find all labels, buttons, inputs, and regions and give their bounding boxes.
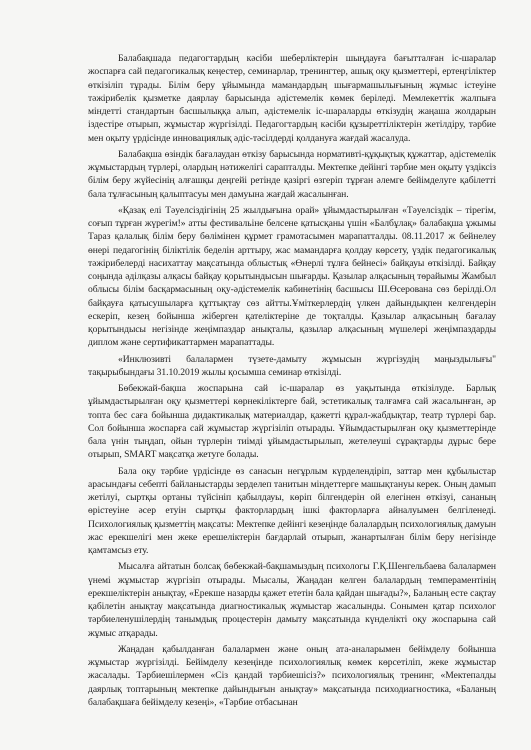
document-body [88,52,496,712]
paragraph-self-assessment: Балабақша өзіндік бағалаудан өткізу барысында нормативті-құқықтық құжаттар, әдістемелік жұмыстардың түрлері, олардың нәтижелігі сарапталды. Мектепке дейінгі тәрбие мен оқыту үздіксіз білім беру жүйесінің алғашқы деңгейі ретінде қазіргі өзгеріп тұрған әлемге бейімделуге қабілетті бала тұлғасының қалыптасуы мен дамуына жағдай жасалынған. [88,148,496,200]
paragraph-inclusive-seminar: «Инклюзивті балалармен түзете-дамыту жұмысын жүргізудің маңыздылығы" тақырыбындағы 31.10.2019 жылы қосымша семинар өткізілді. [88,353,496,378]
paragraph-psychologist-work: Мысалға айтатын болсақ бөбекжай-бақшамыздың психологы Г.Қ.Шенгельбаева балалармен үнемі жұмыстар жүргізіп отырады. Мысалы, Жаңадан келген балалардың темпераментінің ерекшеліктерін анықтау, «Ерекше назарды қажет ететін бала қайдан шығады?», Баланың есте сақтау қабілетін анықтау мақсатында диагностикалық жұмыстар жасалынды. Сонымен қатар психолог тәрбиеленушілердің танымдық процестерін дамыту мақсатында күнделікті оқу жоспарына сай жұмыс атқарады. [88,561,496,639]
paragraph-adaptation: Жаңадан қабылданған балалармен және оның ата-аналарымен бейімделу бойынша жұмыстар жүргізілді. Бейімделу кезеңінде психологиялық көмек көрсетіліп, жеке жұмыстар жасалады. Тәрбиешілермен «Сіз қандай тәрбиешісіз?» психологиялық тренинг, «Мектепалды даярлық топтарының мектепке дайындығын анықтау» мақсатында психодиагностика, «Баланың балабақшаға бейімделу кезеңі», «Тәрбие отбасынан [88,643,496,708]
paragraph-festival-award: «Қазақ елі Тәуелсіздігінің 25 жылдығына орай» ұйымдастырылған «Тәуелсіздік – тірегім, соғып тұрған жүрегім!» атты фестивальіне белсене қатысқаны үшін «Балбұлақ» балабақша ұжымы Тараз қалалық білім беру бөлімінен құрмет грамотасымен марапатталды. 08.11.2017 ж бейнелеу өнері педагогінің біліктілік беделін арттыру, жас мамандарға қолдау көрсету, үздік педагогикалық тәжірибелерді насихаттау мақсатында облыстық «Өнерлі тұлға бейнесі» байқауы өткізілді. Байқау соңында әділқазы алқасы байқау қорытындысын шығарды. Қазылар алқасының төрайымы Жамбыл облысы білім басқармасының оқу-әдістемелік кабинетінің басшысы Ш.Өсерована сөз берілді.Ол байқауға қатысушыларға құттықтау сөз айтты.Ұміткерлердің үлкен дайындықпен келгендерін ескеріп, кезең бойынша жіберген қателіктеріне де тоқталды. Қазылар алқасының бағалау қорытындысы негізінде жеңімпаздар анықталы, қазылар алқасының мүшелері жеңімпаздарды диплом және сертификаттармен марапаттады. [88,204,496,349]
paragraph-psychological-goal: Бала оқу тәрбие үрдісінде өз санасын негұрлым күрделендіріп, заттар мен құбылыстар арасындағы себепті байланыстарды зерделеп танитын міндеттерге машықтануы керек. Оның дамып жетілуі, сыртқы ортаны түйсініп қабылдауы, көріп білгендерін ой елегінен өткізуі, сананың өрістеуіне әсер етуін сыртқы факторлардың ішкі факторларға айналуымен белгіленеді. Психологиялық қызметтің мақсаты: Мектепке дейінгі кезеңінде балалардың психологиялық дамуын жас ерекшелігі мен жеке ерешеліктерін бағдарлай отырып, жанартылған білім беру негізінде қамтамсыз ету. [88,465,496,556]
paragraph-professional-development: Балабақшада педагогтардың кәсіби шеберліктерін шыңдауға бағытталған іс-шаралар жоспарға сай педагогикалық кеңестер, семинарлар, тренингтер, ашық оқу қызметтері, ертеңгіліктер өткізіліп тұрады. Білім беру ұйымында мамандардың шығармашылығының жұмыс істеуіне тәжірибелік қызметке даярлау барысында әдістемелік көмек беріледі. Мемлекеттік жалпыға міндетті стандартын басшылыққа алып, әдістемелік іс-шараларды өткізудің жаңаша жолдарын іздестіре отырып, жұмыстар жүргізілді. Педагогтардың кәсіби құзыреттіліктерін жетілдіру, тәрбие мен оқыту үрдісінде инновациялық әдіс-тәсілдерді қолдануға жағдай жасалуда. [88,53,496,144]
paragraph-activity-plan: Бөбекжай-бақша жоспарына сай іс-шаралар өз уақытында өткізілуде. Барлық ұйымдастырылған оқу қызметтері көрнекіліктерге бай, эстетикалық талғамға сай жасалынған, әр топта бес саға бойынша дидактикалық материалдар, қажетті құрал-жабдықтар, театр түрлері бар. Сол бойынша жоспарға сай жұмыстар жүргізіліп отырады. Ұйымдастырылған оқу қызметтерінде бала үнін тыңдап, ойын түрлерін тиімді ұйымдастырылып, жетелеуші сұрақтарды дұрыс бере отырып, SMART мақсатқа жетуге болады. [88,383,496,461]
